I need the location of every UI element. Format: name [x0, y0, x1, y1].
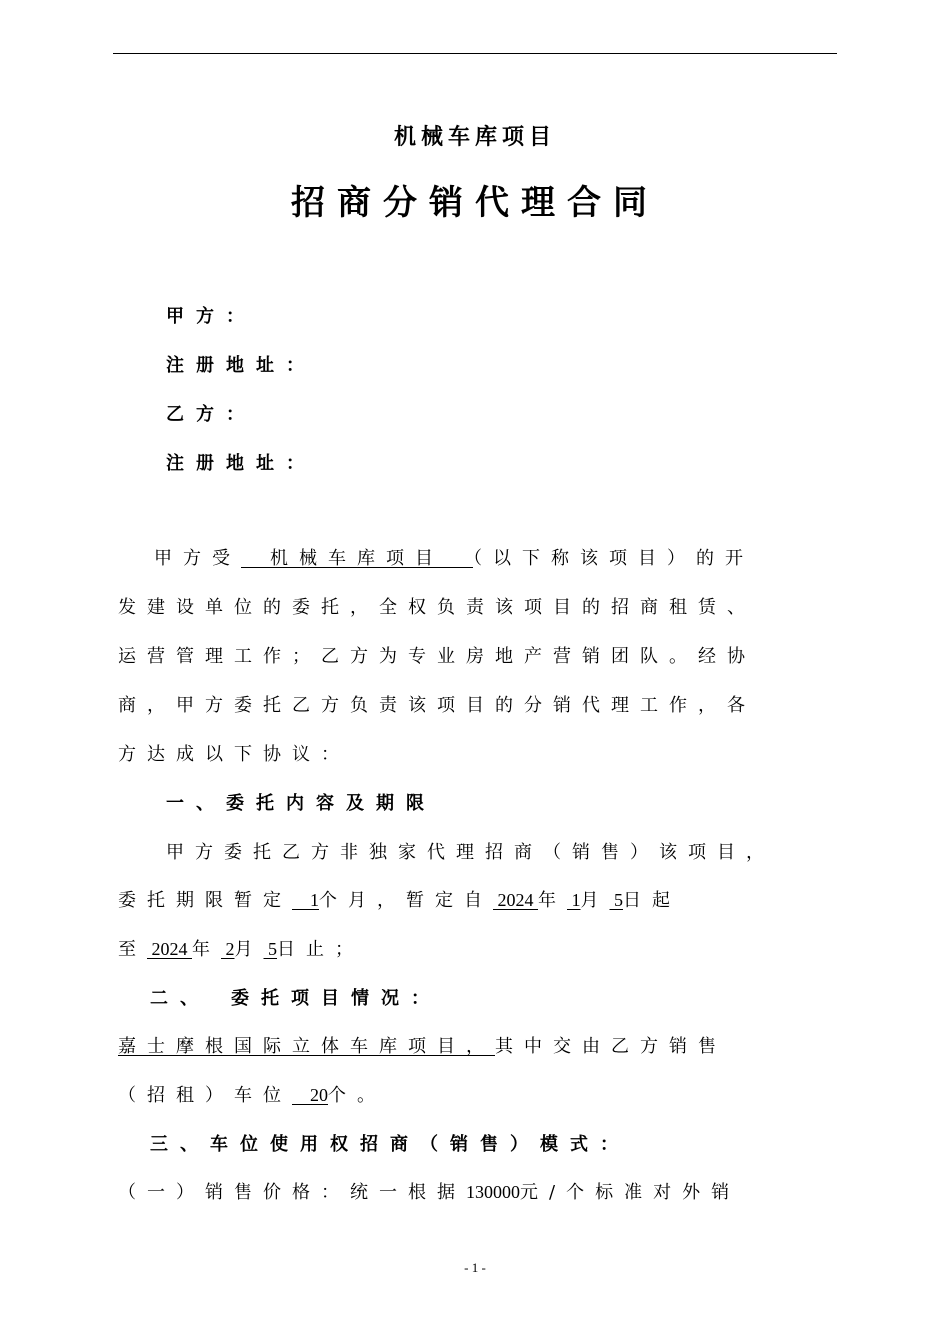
- end-day-field: 5: [263, 939, 277, 959]
- end-prefix: 至: [118, 939, 147, 960]
- start-suffix: 日起: [623, 890, 681, 911]
- preamble-line2: 发建设单位的委托，全权负责该项目的招商租赁、: [118, 597, 756, 618]
- section2-line1: [118, 1032, 727, 1058]
- party-a-address-label: 注册地址：: [166, 355, 316, 376]
- section3-heading: 三、车位使用权招商（销售）模式：: [150, 1134, 630, 1155]
- term-prefix: 委托期限暂定: [118, 890, 292, 911]
- term-unit: 个月，暂定自: [319, 890, 493, 911]
- preamble-line1: [154, 544, 754, 570]
- document-title-line2: 招商分销代理合同: [291, 183, 659, 223]
- spots-count-field: 20: [292, 1085, 328, 1105]
- section1-line1: 甲方委托乙方非独家代理招商（销售）该项目，: [166, 842, 775, 863]
- preamble-line4: 商，甲方委托乙方负责该项目的分销代理工作，各: [118, 695, 756, 716]
- section1-heading: 一、委托内容及期限: [166, 793, 436, 814]
- section1-end-line: [118, 935, 364, 961]
- price-value: 130000: [466, 1182, 520, 1202]
- header-rule: [113, 53, 837, 54]
- end-year-field: 2024: [147, 939, 192, 959]
- section2-heading: 二、 委托项目情况：: [150, 988, 441, 1009]
- start-year-label: 年: [538, 890, 567, 911]
- party-b-label: 乙方：: [166, 404, 256, 425]
- section1-term-line: [118, 886, 681, 912]
- preamble-rest: （以下称该项目）的开: [473, 548, 754, 569]
- price-prefix: （一）销售价格：统一根据: [118, 1182, 466, 1203]
- preamble-line5: 方达成以下协议：: [118, 744, 350, 765]
- section2-line2: [118, 1081, 386, 1107]
- spots-suffix: 个。: [328, 1085, 386, 1106]
- end-suffix: 日止；: [277, 939, 364, 960]
- end-month-label: 月: [234, 939, 264, 960]
- page-number: - 1 -: [464, 1260, 486, 1275]
- project-detail-field: 嘉士摩根国际立体车库项目，: [118, 1036, 495, 1057]
- price-suffix: 元/个标准对外销: [520, 1182, 741, 1203]
- party-a-label: 甲方：: [166, 306, 256, 327]
- start-year-field: 2024: [493, 890, 538, 910]
- preamble-lead: 甲方受: [154, 548, 241, 569]
- start-day-field: 5: [609, 890, 623, 910]
- end-year-label: 年: [192, 939, 221, 960]
- section3-item1: [118, 1178, 740, 1204]
- preamble-line3: 运营管理工作；乙方为专业房地产营销团队。经协: [118, 646, 756, 667]
- term-months-field: 1: [292, 890, 319, 910]
- spots-prefix: （招租）车位: [118, 1085, 292, 1106]
- end-month-field: 2: [221, 939, 235, 959]
- start-month-field: 1: [567, 890, 581, 910]
- project-name-field: 机械车库项目: [241, 548, 473, 569]
- document-title-line1: 机械车库项目: [393, 125, 556, 150]
- party-b-address-label: 注册地址：: [166, 453, 316, 474]
- start-month-label: 月: [580, 890, 610, 911]
- section2-rest: 其中交由乙方销售: [495, 1036, 727, 1057]
